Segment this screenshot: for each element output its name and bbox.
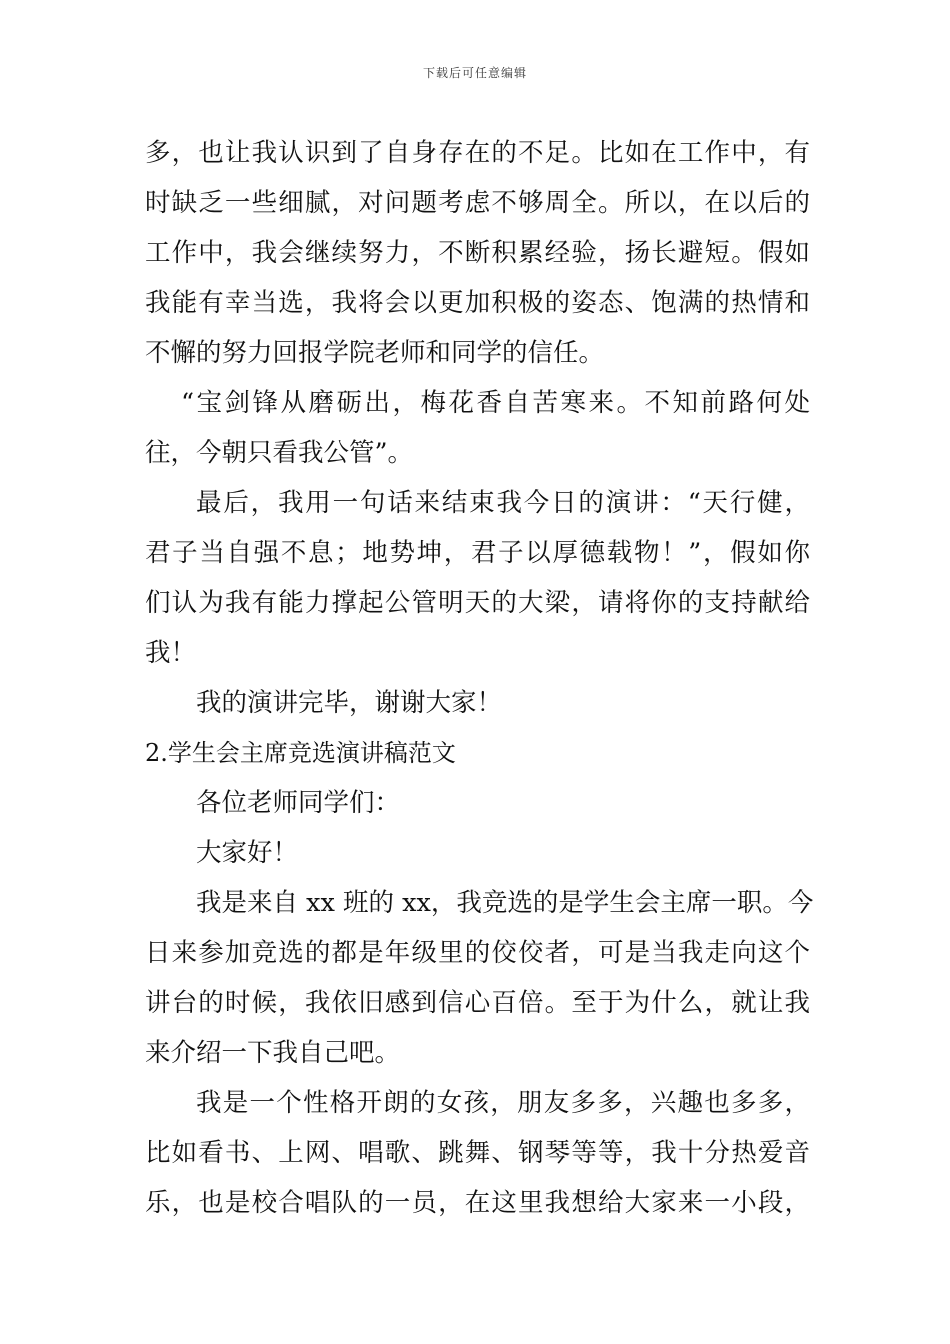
page-header-note: 下载后可任意编辑 [422, 66, 527, 80]
salutation: 各位老师同学们： [196, 788, 401, 818]
text-line: 君子当自强不息；地势坤，君子以厚德载物！”，假如你 [145, 538, 810, 568]
text-line: 不懈的努力回报学院老师和同学的信任。 [145, 338, 605, 368]
text-line: 我的演讲完毕，谢谢大家！ [196, 688, 503, 718]
text-line: 我能有幸当选，我将会以更加积极的姿态、饱满的热情和 [145, 288, 810, 318]
text-line: 比如看书、上网、唱歌、跳舞、钢琴等等，我十分热爱音 [145, 1138, 810, 1168]
text-line: 我是来自 xx 班的 xx，我竞选的是学生会主席一职。今 [196, 888, 814, 918]
text-line: 我！ [145, 638, 197, 668]
text-line: 乐，也是校合唱队的一员，在这里我想给大家来一小段， [145, 1188, 810, 1218]
text-line: 来介绍一下我自己吧。 [145, 1038, 401, 1068]
text-line: 我是一个性格开朗的女孩，朋友多多，兴趣也多多， [196, 1088, 810, 1118]
text-line: 们认为我有能力撑起公管明天的大梁，请将你的支持献给 [145, 588, 810, 618]
text-line: 多，也让我认识到了自身存在的不足。比如在工作中，有 [145, 138, 810, 168]
document-body [145, 128, 814, 1228]
text-line: 往，今朝只看我公管”。 [145, 438, 414, 468]
text-line: “宝剑锋从磨砺出，梅花香自苦寒来。不知前路何处 [181, 388, 810, 418]
section-heading: 2.学生会主席竞选演讲稿范文 [145, 739, 456, 767]
text-line: 讲台的时候，我依旧感到信心百倍。至于为什么，就让我 [145, 988, 810, 1018]
text-line: 最后，我用一句话来结束我今日的演讲：“天行健， [196, 488, 810, 518]
text-line: 时缺乏一些细腻，对问题考虑不够周全。所以，在以后的 [145, 188, 810, 218]
text-line: 日来参加竞选的都是年级里的佼佼者，可是当我走向这个 [145, 938, 810, 968]
text-line: 工作中，我会继续努力，不断积累经验，扬长避短。假如 [145, 238, 810, 268]
greeting: 大家好！ [196, 838, 299, 868]
